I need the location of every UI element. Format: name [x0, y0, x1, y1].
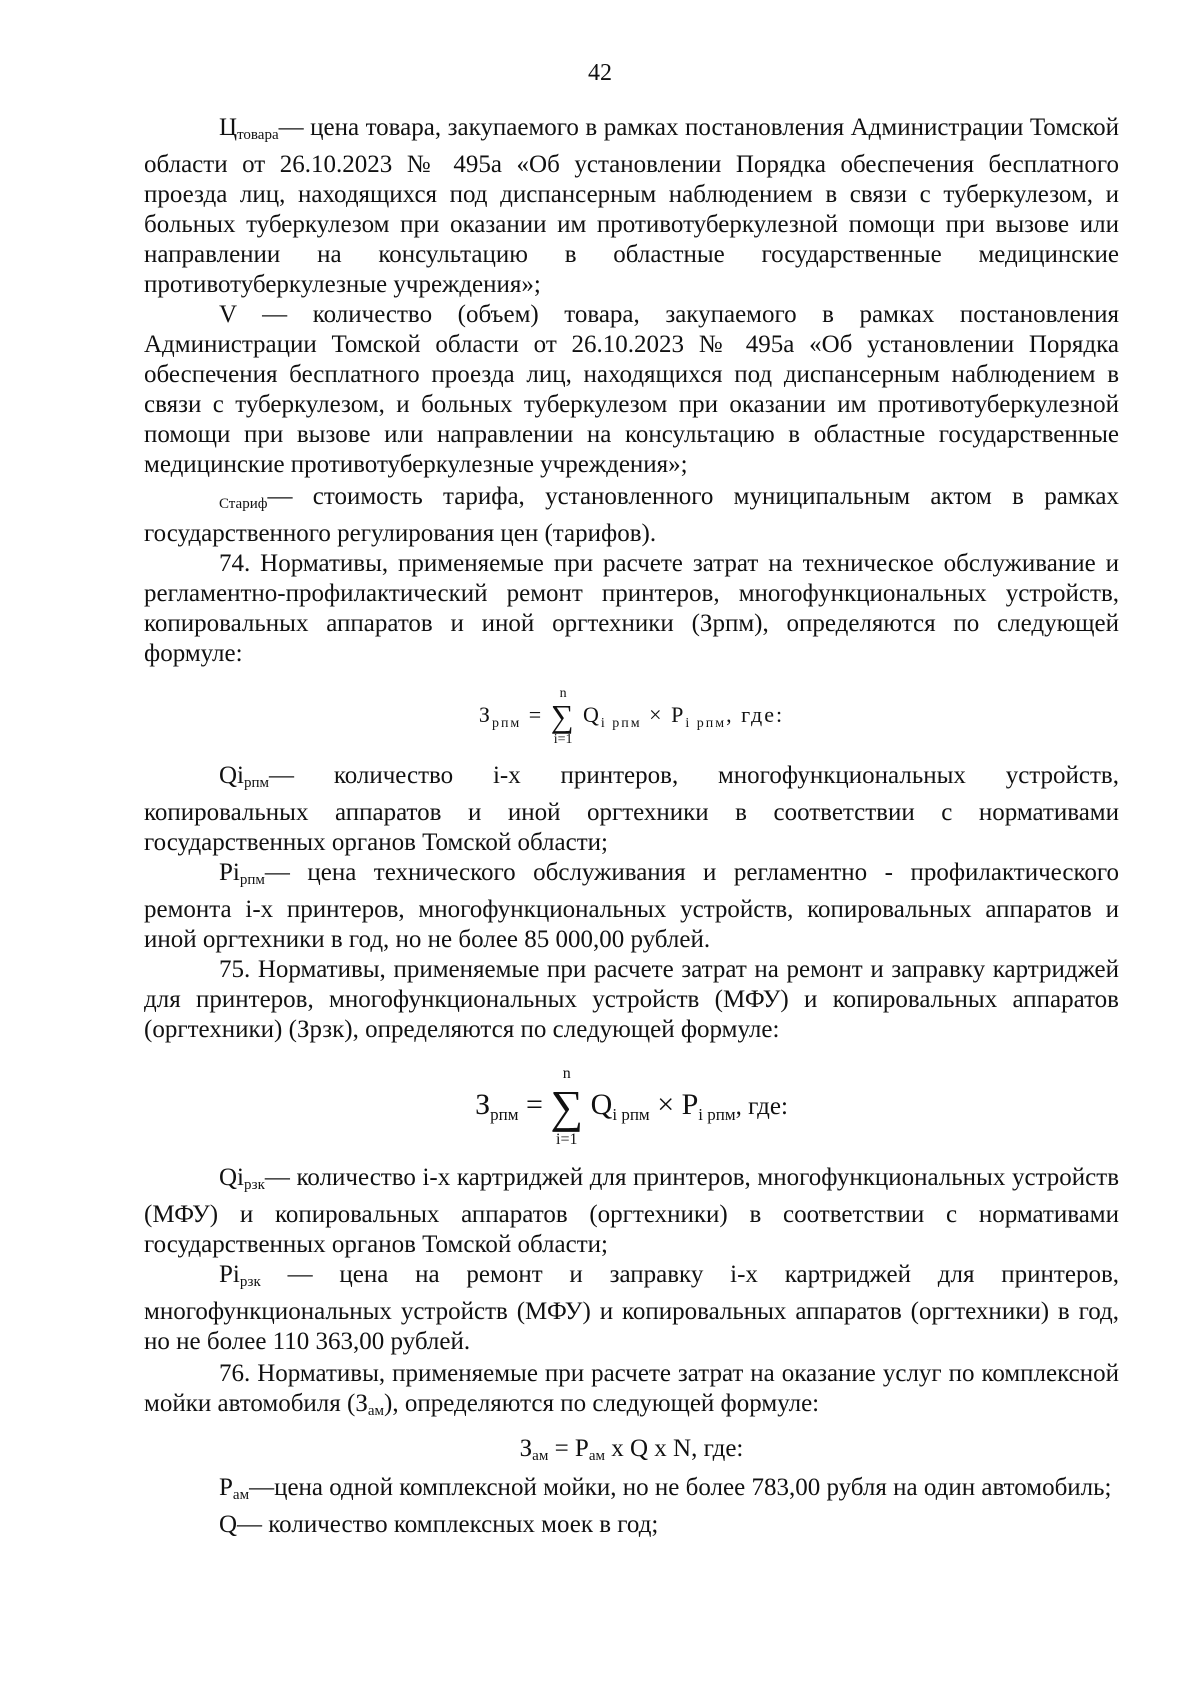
symbol-subscript: Стариф: [219, 496, 268, 512]
formula-times: ×: [657, 1087, 675, 1121]
definition-text: — цена товара, закупаемого в рамках постановления Администрации Томской области от 26.10.2023 № 495а «Об установлении Порядка обеспечения бесплатного проезда лиц, находящихся под диспансерным наблюдением в связи с туберкулезом, и больных туберкулезом при оказании им противотуберкулезной помощи при вызове или направлении на консультацию в областные государственные медицинские противотуберкулезные учреждения»;: [144, 114, 1119, 298]
symbol-subscript: рзк: [239, 1274, 261, 1290]
symbol-subscript: ам: [232, 1487, 250, 1503]
symbol-subscript: рпм: [239, 872, 265, 888]
sigma-icon: ∑: [550, 1081, 584, 1132]
formula-eq: =: [525, 1087, 543, 1121]
formula-times: ×: [649, 702, 664, 728]
formula-tail: х Q х N, где:: [604, 1435, 744, 1462]
formula-tail: , где:: [735, 1092, 788, 1120]
clause-text: 76. Нормативы, применяемые при расчете затрат на оказание услуг по комплексной мойки автомобиля (З: [144, 1360, 1119, 1417]
document-body: [144, 113, 1119, 1540]
clause-75: 75. Нормативы, применяемые при расчете затрат на ремонт и заправку картриджей для принтеров, многофункциональных устройств (МФУ) и копировальных аппаратов (оргтехники) (Зрзк), определяются по следующей формуле:: [144, 956, 1119, 1043]
symbol: Ц: [219, 114, 238, 141]
formula-eq: =: [528, 702, 544, 728]
formula-am: [144, 1434, 1119, 1471]
definition-text: — цена технического обслуживания и регламентно - профилактического ремонта i-х принтеров, многофункциональных устройств, копировальных аппаратов и иной оргтехники в год, но не более 85 000,00 рублей.: [144, 859, 1119, 953]
definition-volume: V — количество (объем) товара, закупаемого в рамках постановления Администрации Томской области от 26.10.2023 № 495а «Об установлении Порядка обеспечения бесплатного проезда лиц, находящихся под диспансерным наблюдением в связи с туберкулезом, и больных туберкулезом при оказании им противотуберкулезной помощи при вызове или направлении на консультацию в областные государственные медицинские противотуберкулезные учреждения»;: [144, 301, 1119, 478]
symbol: P: [219, 1474, 233, 1501]
formula-p-sub: i рпм: [685, 716, 727, 732]
sum-upper-limit: n: [559, 686, 567, 701]
sum-operator: [550, 1065, 584, 1148]
formula-q-sub: i рпм: [600, 716, 642, 732]
sum-lower-limit: i=1: [556, 1131, 578, 1148]
symbol-subscript: товара: [237, 127, 279, 143]
definition-tariff: [144, 482, 1119, 549]
symbol-subscript: рзк: [244, 1177, 265, 1193]
formula-p: P: [681, 1087, 699, 1121]
formula-mid: = P: [548, 1435, 589, 1462]
formula-lhs: З: [478, 702, 492, 728]
formula-lhs-sub: рпм: [491, 716, 522, 732]
definition-q: Q— количество комплексных моек в год;: [219, 1511, 659, 1538]
clause-text-end: ), определяются по следующей формуле:: [384, 1390, 820, 1417]
sigma-icon: ∑: [550, 698, 576, 734]
sum-lower-limit: i=1: [553, 732, 573, 747]
definition-pi-rpm: [144, 858, 1119, 955]
formula-q: Q: [583, 702, 601, 728]
clause-74: 74. Нормативы, применяемые при расчете затрат на техническое обслуживание и регламентно-профилактический ремонт принтеров, многофункциональных устройств, копировальных аппаратов и иной оргтехники (Зрпм), определяются по следующей формуле:: [144, 550, 1119, 667]
formula-rzk: [144, 1045, 1119, 1163]
definition-qi-rpm: [144, 761, 1119, 858]
formula-mid-sub: ам: [588, 1448, 605, 1464]
definition-qi-rzk: [144, 1163, 1119, 1260]
definition-pi-rzk: [144, 1260, 1119, 1357]
definition-text: —цена одной комплексной мойки, но не более 783,00 рубля на один автомобиль;: [249, 1474, 1112, 1501]
definition-p-am: [144, 1473, 1119, 1510]
formula-lhs: З: [475, 1087, 491, 1121]
formula-p: P: [671, 702, 686, 728]
symbol: Pi: [219, 1261, 240, 1288]
symbol-subscript: рпм: [244, 775, 270, 791]
formula-q-sub: i рпм: [612, 1104, 650, 1124]
page-number: 42: [588, 60, 612, 86]
formula-tail: , где:: [726, 702, 785, 728]
clause-76: [144, 1359, 1119, 1426]
definition-text: — количество i-х принтеров, многофункциональных устройств, копировальных аппаратов и иной оргтехники в соответствии с нормативами государственных органов Томской области;: [144, 762, 1119, 856]
formula-rpm: [144, 669, 1119, 761]
symbol: Pi: [219, 859, 240, 886]
formula-p-sub: i рпм: [698, 1104, 736, 1124]
symbol: Qi: [219, 1164, 244, 1191]
formula-lhs: З: [519, 1435, 533, 1462]
formula-lhs-sub: рпм: [490, 1104, 519, 1124]
formula-lhs-sub: ам: [532, 1448, 549, 1464]
symbol: Qi: [219, 762, 244, 789]
definition-price-goods: [144, 113, 1119, 300]
definition-text: — цена на ремонт и заправку i-х картриджей для принтеров, многофункциональных устройств (МФУ) и копировальных аппаратов (оргтехники) в год, но не более 110 363,00 рублей.: [144, 1261, 1119, 1355]
sum-operator: [550, 686, 576, 747]
sum-upper-limit: n: [562, 1065, 571, 1082]
definition-text: — количество i-х картриджей для принтеров, многофункциональных устройств (МФУ) и копировальных аппаратов (оргтехники) в соответствии с нормативами государственных органов Томской области;: [144, 1164, 1119, 1258]
formula-q: Q: [590, 1087, 613, 1121]
definition-text: — стоимость тарифа, установленного муниципальным актом в рамках государственного регулирования цен (тарифов).: [144, 483, 1119, 547]
clause-subscript: ам: [367, 1403, 385, 1419]
